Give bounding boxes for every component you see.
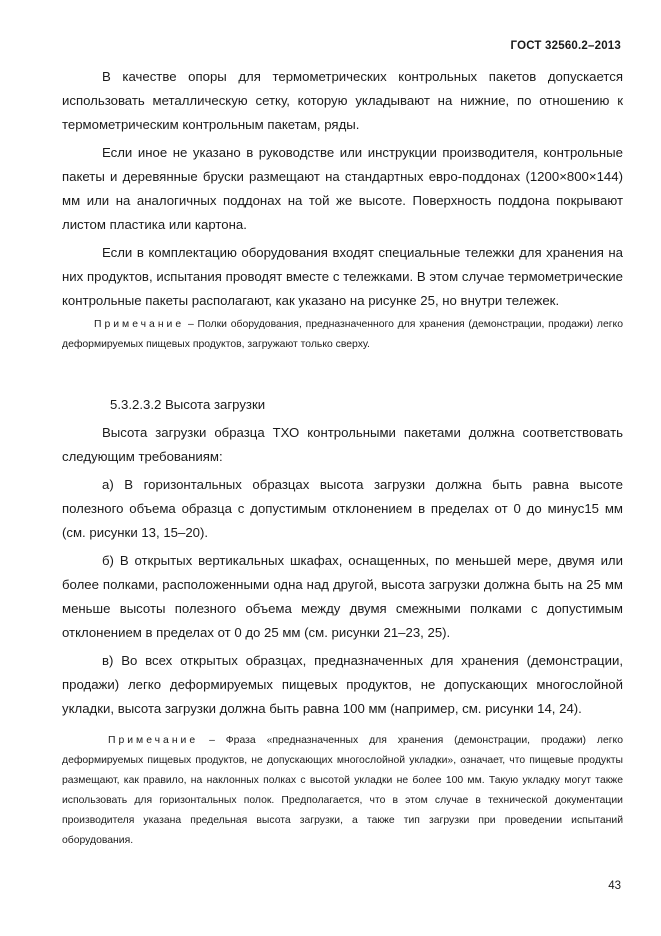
paragraph-pallets: Если иное не указано в руководстве или инструкции производителя, контрольные пакеты и деревянные бруски размещают на стандартных евро-поддонах (1200×800×144) мм или на аналогичных поддонах на той же высоте. Поверхность поддона покрывают листом пластика или картона.: [62, 145, 623, 232]
paragraph-item-a: а) В горизонтальных образцах высота загрузки должна быть равна высоте полезного объема образца с допустимым отклонением в пределах от 0 до минус15 мм (см. рисунки 13, 15–20).: [62, 477, 623, 540]
section-title: 5.3.2.3.2 Высота загрузки: [110, 397, 266, 412]
note-text: – Фраза «предназначенных для хранения (демонстрации, продажи) легко деформируемых пищевых продуктов, не допускающих многослойной укладки», означает, что пищевые продукты размещают, как правило, на наклонных полках с высотой укладки не более 100 мм. Такую укладку могут также использовать для горизонтальных полок. Предполагается, что в этом случае в технической документации производителя указана предельная высота загрузки, а также тип загрузки при проведении испытаний оборудования.: [62, 735, 623, 846]
paragraph-item-c: в) Во всех открытых образцах, предназначенных для хранения (демонстрации, продажи) легко деформируемых пищевых продуктов, не допускающих многослойной укладки, высота загрузки должна быть равна 100 мм (например, см. рисунки 14, 24).: [62, 653, 623, 716]
paragraph-trolleys: Если в комплектацию оборудования входят специальные тележки для хранения на них продуктов, испытания проводят вместе с тележками. В этом случае термометрические контрольные пакеты располагают, как указано на рисунке 25, но внутри тележек.: [62, 245, 623, 308]
paragraph-support-mesh: В качестве опоры для термометрических контрольных пакетов допускается использовать металлическую сетку, которую укладывают на нижние, по отношению к термометрическим контрольным пакетам, ряды.: [62, 69, 623, 132]
note-shelves: [62, 315, 623, 355]
note-text: – Полки оборудования, предназначенного для хранения (демонстрации, продажи) легко деформируемых пищевых продуктов, загружают только сверху.: [62, 319, 623, 350]
page-content: [62, 65, 623, 851]
paragraph-load-height-intro: Высота загрузки образца ТХО контрольными пакетами должна соответствовать следующим требованиям:: [62, 425, 623, 464]
note-load-height: [62, 731, 623, 851]
note-label: Примечание: [108, 735, 199, 746]
note-label: Примечание: [94, 319, 185, 330]
paragraph-item-b: б) В открытых вертикальных шкафах, оснащенных, по меньшей мере, двумя или более полками, расположенными одна над другой, высота загрузки должна быть на 25 мм меньше высоты полезного объема между двумя смежными полками с допустимым отклонением в пределах от 0 до 25 мм (см. рисунки 21–23, 25).: [62, 553, 623, 640]
page-number: 43: [608, 880, 621, 892]
document-header: ГОСТ 32560.2–2013: [510, 40, 621, 52]
